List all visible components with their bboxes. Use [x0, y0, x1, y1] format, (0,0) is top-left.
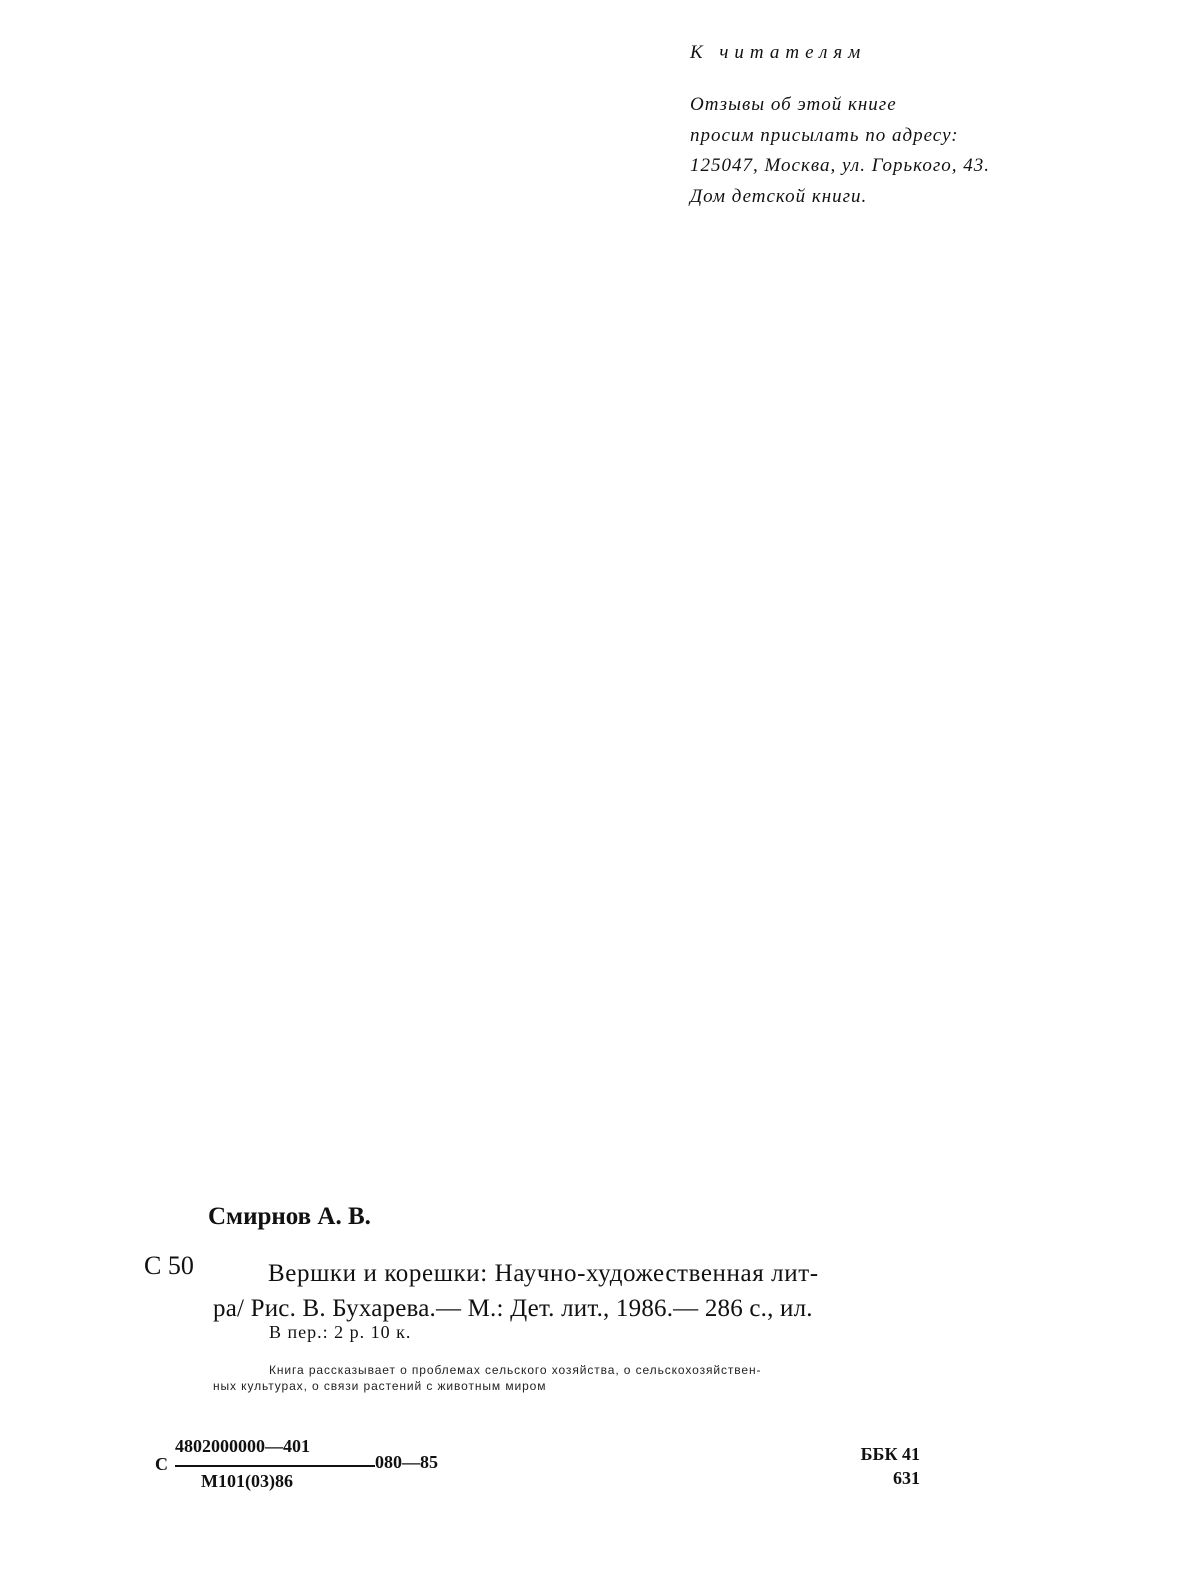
class-code: С 50	[144, 1251, 194, 1280]
reader-note-heading: К читателям	[690, 42, 867, 63]
bbk-classification	[861, 1442, 920, 1490]
index-numerator: 4802000000—401	[175, 1436, 310, 1456]
reader-note-line: Отзывы об этой книге	[690, 94, 897, 115]
title-line: Вершки и корешки: Научно-художественная лит-	[268, 1260, 819, 1287]
annotation-line: Книга рассказывает о проблемах сельского хозяйства, о сельскохозяйствен-	[269, 1363, 762, 1377]
bibliographic-entry	[213, 1256, 918, 1326]
index-denominator: М101(03)86	[201, 1471, 293, 1491]
annotation-line: ных культурах, о связи растений с животным миром	[213, 1379, 547, 1393]
bbk-code: ББК 41	[860, 1444, 920, 1464]
title-line: ра/ Рис. В. Бухарева.— М.: Дет. лит., 1986.— 286 с., ил.	[213, 1295, 813, 1322]
index-suffix: 080—85	[375, 1452, 438, 1472]
reader-note-line: 125047, Москва, ул. Горького, 43.	[690, 155, 991, 176]
reader-note-line: Дом детской книги.	[690, 185, 868, 207]
reader-note-line: просим присылать по адресу:	[690, 124, 959, 146]
annotation	[213, 1362, 933, 1394]
reader-note	[690, 42, 1170, 212]
price: В пер.: 2 р. 10 к.	[269, 1322, 412, 1342]
reader-note-body	[690, 90, 1170, 212]
bbk-number: 631	[893, 1468, 920, 1488]
author-name: Смирнов А. В.	[208, 1203, 371, 1230]
index-letter: С	[155, 1454, 168, 1474]
fraction-bar	[175, 1465, 375, 1467]
publisher-index	[155, 1436, 485, 1500]
